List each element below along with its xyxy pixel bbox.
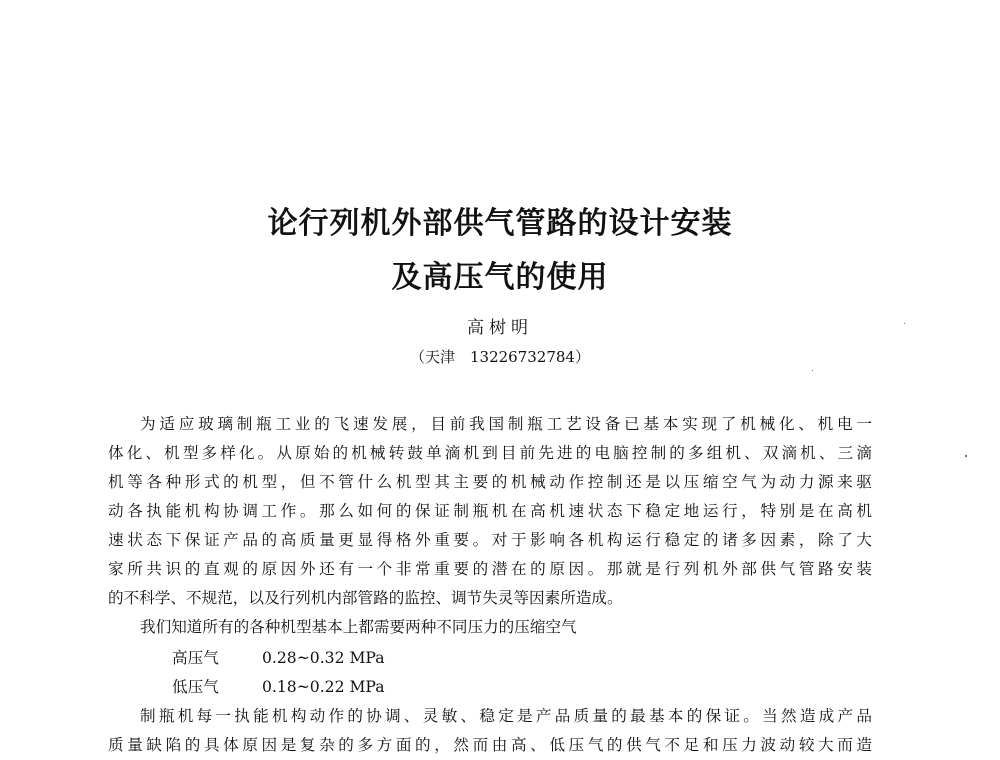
author-name: 高树明 [467,318,533,338]
paragraph-3-line-2: 质量缺陷的具体原因是复杂的多方面的，然而由高、低压气的供气不足和压力波动较大而造 [108,736,872,754]
scan-speck [812,370,813,371]
pressure-value: 0.18~0.22 MPa [262,678,385,696]
pressure-row-high [172,648,385,668]
paragraph-1-line-1: 为适应玻璃制瓶工业的飞速发展，目前我国制瓶工艺设备已基本实现了机械化、机电一 [140,415,872,433]
pressure-label: 低压气 [172,678,219,696]
scan-speck [965,455,967,457]
paragraph-1-line-2: 体化、机型多样化。从原始的机械转鼓单滴机到目前先进的电脑控制的多组机、双滴机、三滴 [108,444,872,462]
author-affiliation: （天津 13226732784） [410,348,590,366]
pressure-label: 高压气 [172,649,219,667]
paper-title-line-2: 及高压气的使用 [391,260,609,295]
paragraph-1-line-5: 速状态下保证产品的高质量更显得格外重要。对于影响各机构运行稳定的诸多因素，除了大 [108,531,872,549]
paragraph-3-line-1: 制瓶机每一执能机构动作的协调、灵敏、稳定是产品质量的最基本的保证。当然造成产品 [140,707,872,725]
pressure-row-low [172,677,385,697]
paragraph-1-line-6: 家所共识的直观的原因外还有一个非常重要的潜在的原因。那就是行列机外部供气管路安装 [108,560,872,578]
scan-speck [904,323,905,324]
paragraph-2: 我们知道所有的各种机型基本上都需要两种不同压力的压缩空气 [140,618,577,636]
paper-title-line-1: 论行列机外部供气管路的设计安装 [267,206,733,241]
paragraph-1-line-7: 的不科学、不规范，以及行列机内部管路的监控、调节失灵等因素所造成。 [108,589,623,607]
paragraph-1-line-3: 机等各种形式的机型，但不管什么机型其主要的机械动作控制还是以压缩空气为动力源来驱 [108,473,872,491]
pressure-value: 0.28~0.32 MPa [262,649,385,667]
paragraph-1-line-4: 动各执能机构协调工作。那么如何的保证制瓶机在高机速状态下稳定地运行，特别是在高机 [108,502,872,520]
